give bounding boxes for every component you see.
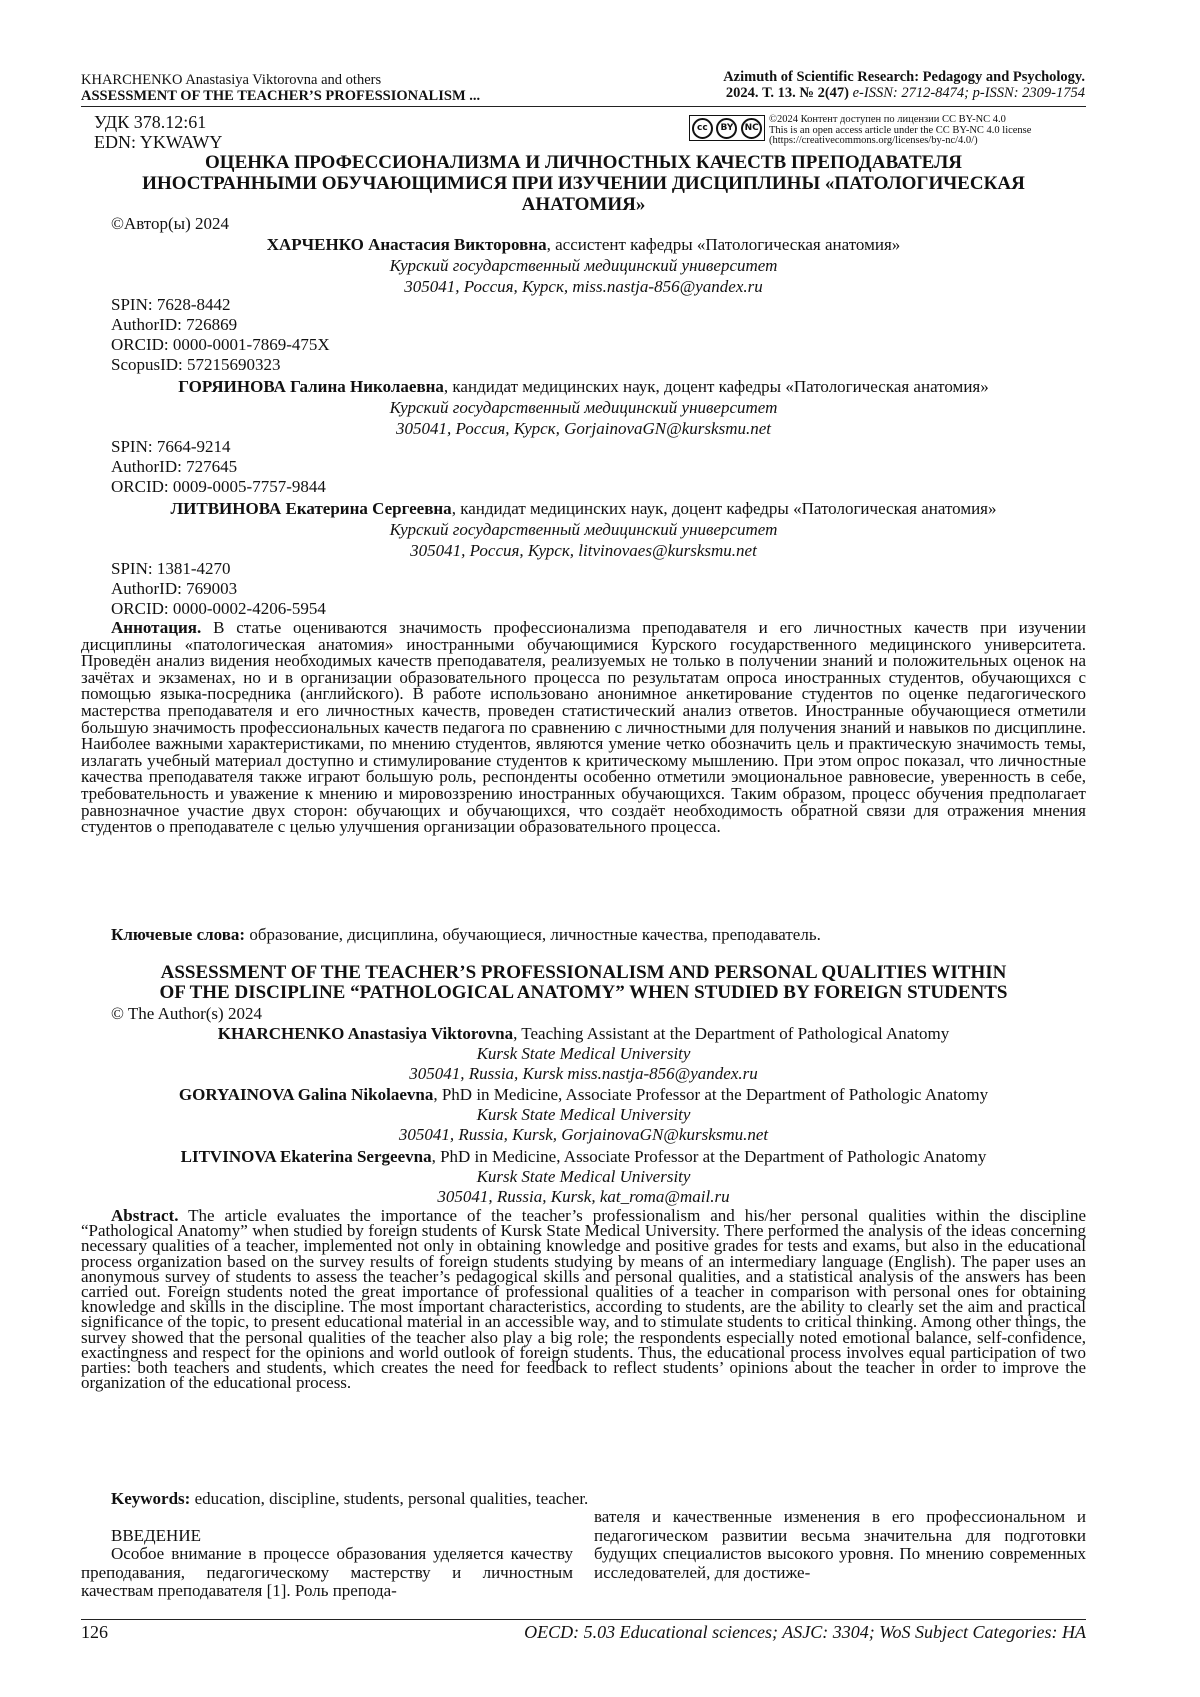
author-id: AuthorID: 726869 bbox=[111, 315, 238, 334]
section-heading-introduction: ВВЕДЕНИЕ bbox=[111, 1526, 201, 1545]
author-role: , кандидат медицинских наук, доцент кафедры «Патологическая анатомия» bbox=[451, 499, 997, 518]
author-ids-ru-2 bbox=[111, 437, 326, 497]
spin-id: SPIN: 7664-9214 bbox=[111, 437, 231, 456]
subject-classification: OECD: 5.03 Educational sciences; ASJC: 3304; WoS Subject Categories: HA bbox=[524, 1622, 1086, 1642]
by-icon: BY bbox=[716, 118, 737, 139]
title-ru-line: АНАТОМИЯ» bbox=[521, 194, 646, 215]
author-university: Kursk State Medical University bbox=[476, 1105, 691, 1124]
author-name: LITVINOVA Ekaterina Sergeevna bbox=[180, 1147, 432, 1166]
author-role: , PhD in Medicine, Associate Professor at the Department of Pathologic Anatomy bbox=[433, 1085, 989, 1104]
author-university: Kursk State Medical University bbox=[476, 1044, 691, 1063]
spin-id: SPIN: 1381-4270 bbox=[111, 559, 231, 578]
author-address: 305041, Russia, Kursk miss.nastja-856@yandex.ru bbox=[409, 1064, 758, 1083]
issue-number: 2024. Т. 13. № 2(47) bbox=[725, 85, 849, 101]
author-university: Курский государственный медицинский университет bbox=[389, 520, 778, 539]
cc-by-nc-badge-icon bbox=[689, 115, 765, 141]
title-en-line: ASSESSMENT OF THE TEACHER’S PROFESSIONALISM AND PERSONAL QUALITIES WITHIN bbox=[160, 962, 1007, 983]
license-block bbox=[689, 115, 1031, 147]
author-line bbox=[81, 498, 1086, 519]
keywords-en bbox=[81, 1489, 1086, 1509]
author-name: KHARCHENKO Anastasiya Viktorovna bbox=[217, 1024, 514, 1043]
body-column-right: вателя и качественные изменения в его профессиональном и педагогическом развитии весьма значительна для подготовки будущих специалистов высокого уровня. По мнению современных исследователей, для достиже- bbox=[594, 1507, 1086, 1582]
author-address: 305041, Russia, Kursk, kat_roma@mail.ru bbox=[437, 1187, 730, 1206]
header-authors: KHARCHENKO Anastasiya Viktorovna and others bbox=[81, 72, 382, 88]
keywords-ru bbox=[81, 925, 1086, 945]
cc-icon: cc bbox=[692, 118, 713, 139]
header-short-title: ASSESSMENT OF THE TEACHER’S PROFESSIONALISM ... bbox=[81, 88, 481, 104]
edn-code: EDN: YKWAWY bbox=[94, 132, 223, 152]
license-line-ru: ©2024 Контент доступен по лицензии CC BY-NC 4.0 bbox=[769, 114, 1006, 125]
author-en-3 bbox=[81, 1147, 1086, 1207]
author-line bbox=[81, 234, 1086, 255]
abstract-ru bbox=[81, 620, 1086, 836]
keywords-label: Ключевые слова: bbox=[111, 925, 246, 944]
running-header-right bbox=[723, 69, 1085, 101]
keywords-text: education, discipline, students, personal qualities, teacher. bbox=[190, 1489, 589, 1508]
author-name: GORYAINOVA Galina Nikolaevna bbox=[178, 1085, 434, 1104]
author-ru-1 bbox=[81, 234, 1086, 297]
copyright-ru: ©Автор(ы) 2024 bbox=[111, 214, 229, 233]
author-line bbox=[81, 1024, 1086, 1044]
author-university: Курский государственный медицинский университет bbox=[389, 398, 778, 417]
page-number: 126 bbox=[81, 1622, 108, 1642]
running-header-left bbox=[81, 72, 480, 104]
orcid: ORCID: 0009-0005-7757-9844 bbox=[111, 477, 326, 496]
copyright-en: © The Author(s) 2024 bbox=[111, 1004, 262, 1023]
author-id: AuthorID: 769003 bbox=[111, 579, 238, 598]
keywords-label: Keywords: bbox=[111, 1489, 191, 1508]
abstract-text: В статье оцениваются значимость профессионализма преподавателя и его личностных качеств при изучении дисциплины «патологическая анатомия» иностранными обучающимися Курского государственного медицинского университета. Проведён анализ видения необходимых качеств преподавателя, реализуемых не только в получении знаний и положительных оценок на зачётах и экзаменах, но и в организации образовательного процесса по результатам опроса иностранных студентов, обучающихся с помощью языка-посредника (английского). В работе использовано анонимное анкетирование студентов по оценке педагогического мастерства преподавателя и его личностных качеств, проведен статистический анализ ответов. Иностранные обучающиеся отметили большую значимость профессиональных качеств педагога по сравнению с личностными для получения знаний и навыков по дисциплине. Наиболее важными характеристиками, по мнению студентов, являются умение четко обозначить цель и практическую значимость темы, излагать учебный материал доступно и стимулирование студентов к критическому мышлению. При этом опрос показал, что личностные качества преподавателя также играют большую роль, респонденты особенно отметили эмоциональное равновесие, уверенность в себе, требовательность и уважение к мнению и мировоззрению иностранных обучающихся. Таким образом, процесс обучения предполагает равнозначное участие двух сторон: обучающих и обучающихся, что создаёт необходимость обратной связи для отражения мнения студентов о преподавателе с целью улучшения организации образовательного процесса. bbox=[81, 618, 1086, 837]
author-ru-2 bbox=[81, 376, 1086, 439]
orcid: ORCID: 0000-0001-7869-475X bbox=[111, 335, 330, 354]
author-address: 305041, Россия, Курск, litvinovaes@kursksmu.net bbox=[410, 541, 757, 560]
license-text bbox=[769, 115, 1031, 147]
author-ru-3 bbox=[81, 498, 1086, 561]
header-rule bbox=[81, 106, 1086, 107]
author-id: AuthorID: 727645 bbox=[111, 457, 238, 476]
body-column-left: Особое внимание в процессе образования уделяется качеству преподавания, педагогическому мастерству и личностным качествам преподавателя [1]. Роль препода- bbox=[81, 1544, 573, 1600]
author-en-1 bbox=[81, 1024, 1086, 1084]
author-role: , PhD in Medicine, Associate Professor at the Department of Pathologic Anatomy bbox=[431, 1147, 987, 1166]
abstract-label: Abstract. bbox=[111, 1206, 179, 1225]
author-role: , Teaching Assistant at the Department of Pathological Anatomy bbox=[513, 1024, 950, 1043]
author-name: ХАРЧЕНКО Анастасия Викторовна bbox=[266, 235, 547, 254]
orcid: ORCID: 0000-0002-4206-5954 bbox=[111, 599, 326, 618]
author-ids-ru-3 bbox=[111, 559, 326, 619]
author-role: , кандидат медицинских наук, доцент кафедры «Патологическая анатомия» bbox=[443, 377, 989, 396]
author-address: 305041, Russia, Kursk, GorjainovaGN@kursksmu.net bbox=[398, 1125, 769, 1144]
article-title-en bbox=[81, 963, 1086, 1003]
keywords-text: образование, дисциплина, обучающиеся, личностные качества, преподаватель. bbox=[245, 925, 821, 944]
author-line bbox=[81, 1147, 1086, 1167]
author-name: ЛИТВИНОВА Екатерина Сергеевна bbox=[170, 499, 452, 518]
author-role: , ассистент кафедры «Патологическая анатомия» bbox=[546, 235, 901, 254]
license-url: (https://creativecommons.org/licenses/by-nc/4.0/) bbox=[769, 135, 978, 146]
author-address: 305041, Россия, Курск, GorjainovaGN@kursksmu.net bbox=[395, 419, 771, 438]
article-title-ru bbox=[81, 152, 1086, 215]
author-name: ГОРЯИНОВА Галина Николаевна bbox=[178, 377, 444, 396]
license-line-en: This is an open access article under the CC BY-NC 4.0 license bbox=[769, 124, 1032, 136]
author-address: 305041, Россия, Курск, miss.nastja-856@yandex.ru bbox=[404, 277, 763, 296]
title-ru-line: ИНОСТРАННЫМИ ОБУЧАЮЩИМИСЯ ПРИ ИЗУЧЕНИИ ДИСЦИПЛИНЫ «ПАТОЛОГИЧЕСКАЯ bbox=[142, 173, 1025, 194]
issn: e-ISSN: 2712-8474; p-ISSN: 2309-1754 bbox=[849, 85, 1085, 101]
footer-rule bbox=[81, 1619, 1086, 1620]
journal-name: Azimuth of Scientific Research: Pedagogy and Psychology. bbox=[723, 69, 1085, 85]
udk-block bbox=[94, 112, 222, 152]
author-university: Kursk State Medical University bbox=[476, 1167, 691, 1186]
scopus-id: ScopusID: 57215690323 bbox=[111, 355, 281, 374]
spin-id: SPIN: 7628-8442 bbox=[111, 295, 231, 314]
abstract-label: Аннотация. bbox=[111, 618, 202, 637]
author-line bbox=[81, 1085, 1086, 1105]
nc-icon: NC bbox=[741, 118, 762, 139]
title-ru-line: ОЦЕНКА ПРОФЕССИОНАЛИЗМА И ЛИЧНОСТНЫХ КАЧЕСТВ ПРЕПОДАВАТЕЛЯ bbox=[205, 152, 962, 173]
author-en-2 bbox=[81, 1085, 1086, 1145]
author-ids-ru-1 bbox=[111, 295, 330, 375]
author-line bbox=[81, 376, 1086, 397]
abstract-en bbox=[81, 1206, 1086, 1393]
abstract-text: The article evaluates the importance of the teacher’s professionalism and his/her personal qualities within the discipline “Pathological Anatomy” when studied by foreign students of Kursk State Medical University. There performed the analysis of the ideas concerning necessary qualities of a teacher, implemented not only in obtaining knowledge and positive grades for tests and exams, but also in the educational process organization based on the survey results of foreign students studying by means of an intermediary language (English). The paper uses an anonymous survey of students to assess the teacher’s pedagogical skills and personal qualities, and a statistical analysis of the answers has been carried out. Foreign students noted the great importance of professional qualities of a teacher in comparison with personal ones for obtaining knowledge and skills in the discipline. The most important characteristics, according to students, are the ability to clearly set the aim and practical significance of the topic, to present educational material in an accessible way, and to stimulate students to critical thinking. Among other things, the survey showed that the personal qualities of the teacher also play a big role; the respondents especially noted emotional balance, self-confidence, exactingness and respect for the opinions and world outlook of foreign students. Thus, the educational process involves equal participation of two parties: both teachers and students, which creates the need for feedback to reflect students’ opinions about the teacher in order to improve the organization of the educational process. bbox=[81, 1206, 1086, 1393]
journal-issue bbox=[723, 85, 1085, 101]
title-en-line: OF THE DISCIPLINE “PATHOLOGICAL ANATOMY” WHEN STUDIED BY FOREIGN STUDENTS bbox=[159, 982, 1008, 1003]
author-university: Курский государственный медицинский университет bbox=[389, 256, 778, 275]
udk-code: УДК 378.12:61 bbox=[94, 112, 207, 132]
